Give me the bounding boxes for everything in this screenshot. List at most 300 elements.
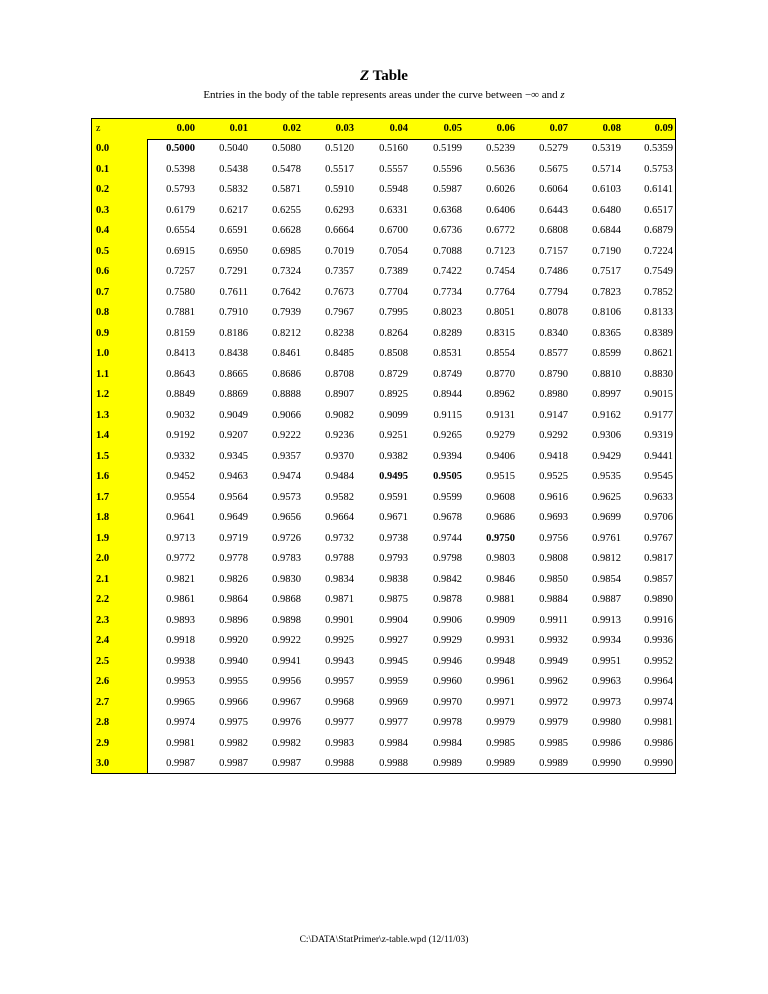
table-cell: 0.8289 — [433, 327, 462, 339]
table-cell: 0.7088 — [433, 245, 462, 257]
table-cell: 0.6950 — [219, 245, 248, 257]
table-cell: 0.9884 — [539, 594, 568, 605]
table-cell: 0.8980 — [539, 389, 568, 400]
table-cell: 0.9854 — [592, 573, 621, 585]
table-cell: 0.8729 — [379, 368, 408, 380]
table-cell: 0.9418 — [539, 450, 568, 462]
subtitle-text: Entries in the body of the table represents areas under the curve between −∞ and — [203, 89, 561, 101]
table-cell: 0.9977 — [379, 717, 408, 728]
table-cell: 0.9803 — [486, 553, 515, 564]
table-cell: 0.8508 — [379, 348, 408, 359]
corner-label: z — [96, 123, 101, 134]
column-header: 0.08 — [602, 123, 621, 134]
table-cell: 0.9573 — [272, 491, 301, 503]
table-cell: 0.9817 — [644, 553, 673, 564]
table-cell: 0.9971 — [486, 696, 515, 708]
table-cell: 0.9890 — [644, 594, 673, 605]
table-cell: 0.5832 — [219, 184, 248, 195]
table-cell: 0.9972 — [539, 696, 568, 708]
table-cell: 0.9943 — [325, 655, 354, 667]
table-cell: 0.9332 — [166, 450, 195, 462]
table-cell: 0.7852 — [644, 286, 673, 298]
table-cell: 0.9989 — [539, 758, 568, 769]
table-cell: 0.8907 — [325, 389, 354, 400]
table-cell: 0.9525 — [539, 471, 568, 482]
table-cell: 0.9918 — [166, 635, 195, 646]
table-cell: 0.7881 — [166, 307, 195, 318]
table-cell: 0.5120 — [325, 143, 354, 154]
table-cell: 0.8133 — [644, 307, 673, 318]
table-cell: 0.6844 — [592, 225, 621, 236]
table-cell: 0.9987 — [166, 758, 195, 769]
table-cell: 0.7704 — [379, 286, 408, 298]
table-cell: 0.9842 — [433, 573, 462, 585]
table-cell: 0.5517 — [325, 163, 354, 175]
table-cell: 0.9484 — [325, 471, 354, 482]
row-z-label: 2.0 — [96, 553, 110, 564]
table-cell: 0.9394 — [433, 450, 462, 462]
table-cell: 0.8997 — [592, 389, 621, 400]
table-cell: 0.9881 — [486, 594, 515, 605]
table-cell: 0.9131 — [486, 409, 515, 421]
table-cell: 0.9192 — [166, 430, 195, 441]
table-cell: 0.9983 — [325, 737, 354, 749]
table-cell: 0.6443 — [539, 204, 568, 216]
table-cell: 0.6064 — [539, 184, 568, 195]
table-cell: 0.8888 — [272, 389, 301, 400]
table-cell: 0.9861 — [166, 594, 195, 605]
row-z-label: 1.5 — [96, 450, 110, 462]
table-cell: 0.8665 — [219, 368, 248, 380]
table-cell: 0.5596 — [433, 163, 462, 175]
table-cell: 0.7823 — [592, 286, 621, 298]
table-cell: 0.7910 — [219, 307, 248, 318]
table-cell: 0.9955 — [219, 676, 248, 687]
table-cell: 0.9932 — [539, 635, 568, 646]
table-cell: 0.8749 — [433, 368, 462, 380]
table-cell: 0.9049 — [219, 409, 248, 421]
table-cell: 0.7357 — [325, 266, 354, 277]
table-cell: 0.9306 — [592, 430, 621, 441]
table-cell: 0.9974 — [166, 717, 195, 728]
table-cell: 0.7123 — [486, 245, 515, 257]
table-cell: 0.9948 — [486, 655, 515, 667]
table-cell: 0.9946 — [433, 655, 462, 667]
table-cell: 0.9693 — [539, 512, 568, 523]
table-cell: 0.9864 — [219, 594, 248, 605]
table-cell: 0.9671 — [379, 512, 408, 523]
table-cell: 0.6772 — [486, 225, 515, 236]
table-cell: 0.9545 — [644, 471, 673, 482]
table-cell: 0.9591 — [379, 491, 408, 503]
table-cell: 0.6985 — [272, 245, 301, 257]
table-cell: 0.9982 — [272, 737, 301, 749]
table-cell: 0.9744 — [433, 532, 462, 544]
row-z-label: 0.5 — [96, 245, 110, 257]
table-cell: 0.9441 — [644, 450, 673, 462]
table-cell: 0.9980 — [592, 717, 621, 728]
table-cell: 0.5040 — [219, 143, 248, 154]
table-cell: 0.9922 — [272, 635, 301, 646]
table-cell: 0.9988 — [379, 758, 408, 769]
table-cell: 0.8531 — [433, 348, 462, 359]
table-cell: 0.5753 — [644, 163, 673, 175]
row-z-label: 2.4 — [96, 635, 110, 646]
table-cell: 0.8186 — [219, 327, 248, 339]
table-cell: 0.9940 — [219, 655, 248, 667]
table-cell: 0.9949 — [539, 655, 568, 667]
table-cell: 0.9969 — [379, 696, 408, 708]
table-cell: 0.9599 — [433, 491, 462, 503]
row-z-label: 0.0 — [96, 143, 110, 154]
table-cell: 0.9236 — [325, 430, 354, 441]
table-cell: 0.9292 — [539, 430, 568, 441]
table-cell: 0.7054 — [379, 245, 408, 257]
table-cell: 0.5080 — [272, 143, 301, 154]
table-cell: 0.9970 — [433, 696, 462, 708]
table-cell: 0.9793 — [379, 553, 408, 564]
table-cell: 0.9719 — [219, 532, 248, 544]
table-cell: 0.7324 — [272, 266, 301, 277]
table-cell: 0.9951 — [592, 655, 621, 667]
table-cell: 0.5000 — [166, 143, 195, 154]
table-cell: 0.9778 — [219, 553, 248, 564]
row-z-label: 1.7 — [96, 491, 110, 503]
table-cell: 0.9875 — [379, 594, 408, 605]
table-cell: 0.6808 — [539, 225, 568, 236]
table-cell: 0.6554 — [166, 225, 195, 236]
table-cell: 0.9977 — [325, 717, 354, 728]
table-cell: 0.8315 — [486, 327, 515, 339]
table-cell: 0.7422 — [433, 266, 462, 277]
table-cell: 0.9463 — [219, 471, 248, 482]
table-cell: 0.9505 — [433, 471, 462, 482]
table-cell: 0.9772 — [166, 553, 195, 564]
table-cell: 0.5636 — [486, 163, 515, 175]
table-cell: 0.9641 — [166, 512, 195, 523]
table-cell: 0.9906 — [433, 614, 462, 626]
table-cell: 0.9370 — [325, 450, 354, 462]
table-cell: 0.9616 — [539, 491, 568, 503]
table-cell: 0.6517 — [644, 204, 673, 216]
table-cell: 0.9713 — [166, 532, 195, 544]
table-cell: 0.9909 — [486, 614, 515, 626]
table-cell: 0.5319 — [592, 143, 621, 154]
table-cell: 0.9963 — [592, 676, 621, 687]
table-cell: 0.9887 — [592, 594, 621, 605]
table-cell: 0.8438 — [219, 348, 248, 359]
table-cell: 0.7389 — [379, 266, 408, 277]
table-cell: 0.7549 — [644, 266, 673, 277]
table-cell: 0.7611 — [219, 286, 248, 298]
row-z-label: 2.2 — [96, 594, 110, 605]
table-cell: 0.9177 — [644, 409, 673, 421]
row-z-label: 2.6 — [96, 676, 110, 687]
row-z-label: 1.3 — [96, 409, 110, 421]
column-header: 0.00 — [176, 123, 195, 134]
table-cell: 0.9984 — [433, 737, 462, 749]
table-cell: 0.9911 — [539, 614, 568, 626]
table-cell: 0.9938 — [166, 655, 195, 667]
table-cell: 0.9927 — [379, 635, 408, 646]
table-cell: 0.8944 — [433, 389, 462, 400]
table-cell: 0.9115 — [433, 409, 462, 421]
table-cell: 0.9082 — [325, 409, 354, 421]
table-cell: 0.8078 — [539, 307, 568, 318]
table-cell: 0.9767 — [644, 532, 673, 544]
table-cell: 0.7257 — [166, 266, 195, 277]
table-cell: 0.9207 — [219, 430, 248, 441]
table-cell: 0.9986 — [592, 737, 621, 749]
table-cell: 0.9821 — [166, 573, 195, 585]
table-cell: 0.9406 — [486, 450, 515, 462]
table-cell: 0.6331 — [379, 204, 408, 216]
table-cell: 0.9956 — [272, 676, 301, 687]
table-cell: 0.7517 — [592, 266, 621, 277]
row-z-label: 1.0 — [96, 348, 110, 359]
table-cell: 0.9904 — [379, 614, 408, 626]
table-cell: 0.9625 — [592, 491, 621, 503]
row-z-label: 2.5 — [96, 655, 110, 667]
table-cell: 0.5438 — [219, 163, 248, 175]
table-cell: 0.7291 — [219, 266, 248, 277]
table-cell: 0.5910 — [325, 184, 354, 195]
table-cell: 0.9251 — [379, 430, 408, 441]
table-cell: 0.9608 — [486, 491, 515, 503]
table-cell: 0.9990 — [644, 758, 673, 769]
table-cell: 0.9868 — [272, 594, 301, 605]
column-header: 0.05 — [443, 123, 462, 134]
table-cell: 0.8023 — [433, 307, 462, 318]
table-cell: 0.9920 — [219, 635, 248, 646]
table-cell: 0.9981 — [644, 717, 673, 728]
table-cell: 0.8212 — [272, 327, 301, 339]
table-cell: 0.9960 — [433, 676, 462, 687]
column-header: 0.03 — [335, 123, 354, 134]
table-cell: 0.7224 — [644, 245, 673, 257]
table-cell: 0.9783 — [272, 553, 301, 564]
table-cell: 0.9382 — [379, 450, 408, 462]
table-cell: 0.9808 — [539, 553, 568, 564]
table-cell: 0.9973 — [592, 696, 621, 708]
column-header: 0.09 — [654, 123, 673, 134]
table-cell: 0.9850 — [539, 573, 568, 585]
row-z-label: 3.0 — [96, 758, 110, 769]
table-cell: 0.9495 — [379, 471, 408, 482]
column-header: 0.06 — [496, 123, 515, 134]
table-cell: 0.9788 — [325, 553, 354, 564]
table-cell: 0.8849 — [166, 389, 195, 400]
table-cell: 0.9989 — [486, 758, 515, 769]
table-cell: 0.9846 — [486, 573, 515, 585]
table-cell: 0.7794 — [539, 286, 568, 298]
table-cell: 0.9979 — [486, 717, 515, 728]
table-cell: 0.8643 — [166, 368, 195, 380]
table-cell: 0.9738 — [379, 532, 408, 544]
row-z-label: 1.9 — [96, 532, 110, 544]
table-cell: 0.8485 — [325, 348, 354, 359]
table-cell: 0.9871 — [325, 594, 354, 605]
table-cell: 0.6026 — [486, 184, 515, 195]
table-cell: 0.9916 — [644, 614, 673, 626]
table-cell: 0.7967 — [325, 307, 354, 318]
table-cell: 0.5793 — [166, 184, 195, 195]
table-cell: 0.8925 — [379, 389, 408, 400]
table-cell: 0.5557 — [379, 163, 408, 175]
row-z-label: 2.1 — [96, 573, 110, 585]
table-cell: 0.9564 — [219, 491, 248, 503]
table-cell: 0.7734 — [433, 286, 462, 298]
table-cell: 0.9878 — [433, 594, 462, 605]
table-cell: 0.9941 — [272, 655, 301, 667]
table-cell: 0.6217 — [219, 204, 248, 216]
table-cell: 0.9966 — [219, 696, 248, 708]
table-cell: 0.9957 — [325, 676, 354, 687]
table-cell: 0.9988 — [325, 758, 354, 769]
table-cell: 0.9974 — [644, 696, 673, 708]
table-cell: 0.9162 — [592, 409, 621, 421]
table-cell: 0.8621 — [644, 348, 673, 359]
footer-path: C:\DATA\StatPrimer\z-table.wpd (12/11/03) — [299, 935, 469, 945]
table-cell: 0.8708 — [325, 368, 354, 380]
table-cell: 0.9633 — [644, 491, 673, 503]
row-z-label: 0.7 — [96, 286, 110, 298]
table-cell: 0.5160 — [379, 143, 408, 154]
table-cell: 0.8810 — [592, 368, 621, 380]
table-cell: 0.9896 — [219, 614, 248, 626]
table-cell: 0.8238 — [325, 327, 354, 339]
table-cell: 0.5478 — [272, 163, 301, 175]
z-table — [91, 118, 676, 774]
table-cell: 0.9838 — [379, 573, 408, 585]
table-cell: 0.9015 — [644, 389, 673, 400]
table-cell: 0.9452 — [166, 471, 195, 482]
table-cell: 0.7939 — [272, 307, 301, 318]
table-cell: 0.5987 — [433, 184, 462, 195]
table-cell: 0.8554 — [486, 348, 515, 359]
table-cell: 0.6736 — [433, 225, 462, 236]
table-cell: 0.8159 — [166, 327, 195, 339]
table-cell: 0.9987 — [219, 758, 248, 769]
table-cell: 0.8461 — [272, 348, 301, 359]
table-cell: 0.7157 — [539, 245, 568, 257]
table-cell: 0.9975 — [219, 717, 248, 728]
table-cell: 0.9664 — [325, 512, 354, 523]
table-cell: 0.5279 — [539, 143, 568, 154]
table-cell: 0.9345 — [219, 450, 248, 462]
table-cell: 0.6141 — [644, 184, 673, 195]
table-cell: 0.9967 — [272, 696, 301, 708]
row-z-label: 0.1 — [96, 163, 110, 175]
table-cell: 0.6915 — [166, 245, 195, 257]
table-cell: 0.9857 — [644, 573, 673, 585]
table-cell: 0.9474 — [272, 471, 301, 482]
table-cell: 0.7019 — [325, 245, 354, 257]
table-cell: 0.9913 — [592, 614, 621, 626]
table-cell: 0.9965 — [166, 696, 195, 708]
table-cell: 0.8106 — [592, 307, 621, 318]
table-cell: 0.5871 — [272, 184, 301, 195]
table-cell: 0.9656 — [272, 512, 301, 523]
table-cell: 0.9761 — [592, 532, 621, 544]
table-cell: 0.7580 — [166, 286, 195, 298]
table-cell: 0.9964 — [644, 676, 673, 687]
table-cell: 0.9222 — [272, 430, 301, 441]
table-cell: 0.9901 — [325, 614, 354, 626]
table-cell: 0.9893 — [166, 614, 195, 626]
table-cell: 0.8577 — [539, 348, 568, 359]
table-cell: 0.9984 — [379, 737, 408, 749]
row-z-label: 0.8 — [96, 307, 110, 318]
table-cell: 0.6255 — [272, 204, 301, 216]
table-cell: 0.9678 — [433, 512, 462, 523]
column-header: 0.04 — [389, 123, 408, 134]
table-cell: 0.5948 — [379, 184, 408, 195]
table-cell: 0.9936 — [644, 635, 673, 646]
table-cell: 0.9945 — [379, 655, 408, 667]
table-cell: 0.6628 — [272, 225, 301, 236]
table-cell: 0.6293 — [325, 204, 354, 216]
table-cell: 0.8962 — [486, 389, 515, 400]
table-cell: 0.9961 — [486, 676, 515, 687]
row-z-label: 2.7 — [96, 696, 110, 708]
table-cell: 0.5359 — [644, 143, 673, 154]
table-cell: 0.6591 — [219, 225, 248, 236]
table-cell: 0.9147 — [539, 409, 568, 421]
table-cell: 0.8365 — [592, 327, 621, 339]
row-z-label: 1.6 — [96, 471, 110, 482]
table-cell: 0.5199 — [433, 143, 462, 154]
table-cell: 0.6179 — [166, 204, 195, 216]
table-cell: 0.7995 — [379, 307, 408, 318]
row-z-label: 1.1 — [96, 368, 110, 380]
table-cell: 0.8770 — [486, 368, 515, 380]
table-cell: 0.9953 — [166, 676, 195, 687]
table-cell: 0.9898 — [272, 614, 301, 626]
table-cell: 0.9756 — [539, 532, 568, 544]
title-letter: Z — [360, 68, 370, 84]
table-cell: 0.8599 — [592, 348, 621, 359]
table-cell: 0.9952 — [644, 655, 673, 667]
table-cell: 0.9990 — [592, 758, 621, 769]
table-cell: 0.6406 — [486, 204, 515, 216]
table-cell: 0.9535 — [592, 471, 621, 482]
table-cell: 0.8686 — [272, 368, 301, 380]
table-cell: 0.9265 — [433, 430, 462, 441]
table-cell: 0.5714 — [592, 163, 621, 175]
table-cell: 0.9099 — [379, 409, 408, 421]
table-cell: 0.8869 — [219, 389, 248, 400]
table-cell: 0.6480 — [592, 204, 621, 216]
table-cell: 0.6368 — [433, 204, 462, 216]
table-cell: 0.9582 — [325, 491, 354, 503]
table-cell: 0.9429 — [592, 450, 621, 462]
table-cell: 0.9686 — [486, 512, 515, 523]
table-cell: 0.9986 — [644, 737, 673, 749]
table-cell: 0.7673 — [325, 286, 354, 298]
column-header: 0.01 — [229, 123, 248, 134]
table-cell: 0.7486 — [539, 266, 568, 277]
table-cell: 0.9032 — [166, 409, 195, 421]
table-cell: 0.6664 — [325, 225, 354, 236]
table-cell: 0.9554 — [166, 491, 195, 503]
row-z-label: 2.8 — [96, 717, 110, 728]
table-cell: 0.8051 — [486, 307, 515, 318]
row-z-label: 2.3 — [96, 614, 110, 626]
row-z-label: 1.8 — [96, 512, 110, 523]
title-word: Table — [372, 68, 408, 84]
table-cell: 0.9830 — [272, 573, 301, 585]
